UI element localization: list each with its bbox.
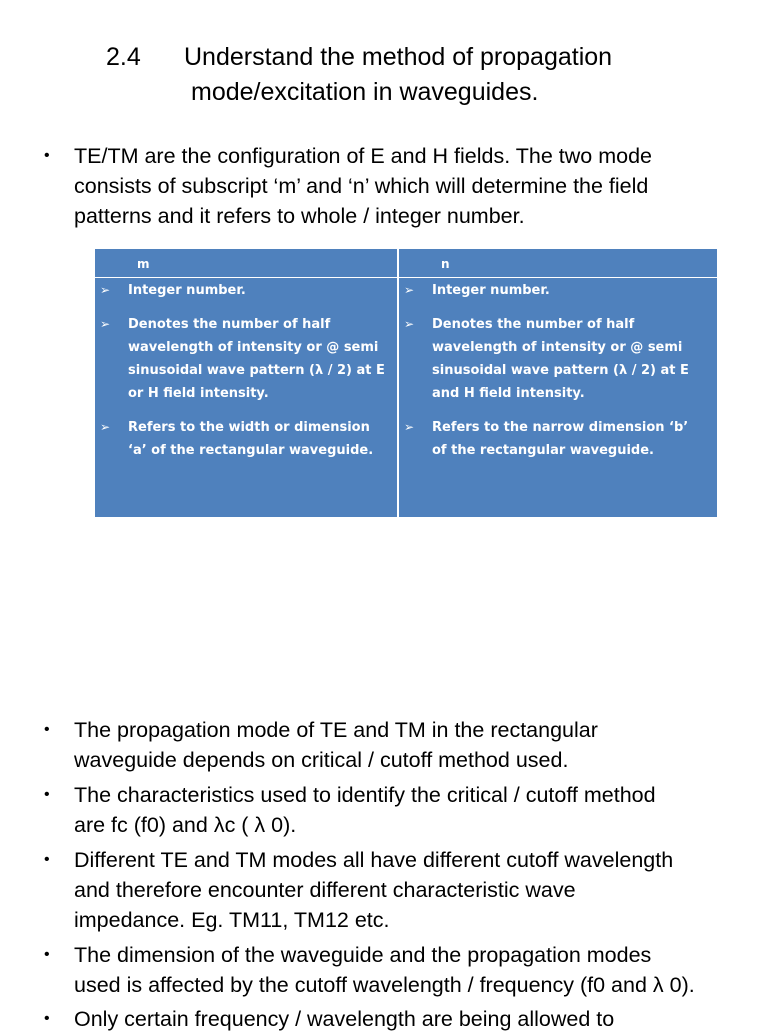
bullet-marker: • [44,1010,50,1027]
arrow-bullet-icon: ➢ [100,420,111,434]
table-column-divider [397,249,399,517]
bullet-text: Only certain frequency / wavelength are being allowed to [74,1007,615,1031]
arrow-bullet-icon: ➢ [100,283,111,297]
list-item [100,416,390,462]
bullet-text: The propagation mode of TE and TM in the rectangular waveguide depends on critical / cutoff method used. [74,718,598,772]
arrow-bullet-icon: ➢ [404,317,415,331]
table-column-n [404,279,694,473]
list-item-text: Refers to the narrow dimension ‘b’ of the rectangular waveguide. [432,420,689,458]
bullet-marker: • [44,851,50,868]
table-column-m [100,279,390,473]
table-header-n: n [441,257,450,271]
mode-subscript-table [95,249,717,517]
bullet-text: The dimension of the waveguide and the propagation modes used is affected by the cutoff wavelength / frequency (f0 and λ 0). [74,943,695,997]
list-item [404,416,694,462]
bullet-marker: • [44,147,50,164]
list-item-text: Integer number. [128,283,246,298]
bullet-marker: • [44,721,50,738]
list-item [404,279,694,302]
bullet-text: The characteristics used to identify the critical / cutoff method are fc (f0) and λc ( λ 0). [74,783,656,837]
section-title-line-1: Understand the method of propagation [184,43,613,71]
intro-bullet-text: TE/TM are the configuration of E and H fields. The two mode consists of subscript ‘m’ and ‘n’ which will determine the field patterns and it refers to whole / integer number. [74,144,653,228]
list-item-text: Denotes the number of half wavelength of intensity or @ semi sinusoidal wave pattern (λ / 2) at E or H field intensity. [128,317,385,401]
list-item-text: Refers to the width or dimension ‘a’ of the rectangular waveguide. [128,420,374,458]
bullet-text: Different TE and TM modes all have different cutoff wavelength and therefore encounter different characteristic wave impedance. Eg. TM11, TM12 etc. [74,848,674,932]
arrow-bullet-icon: ➢ [404,283,415,297]
arrow-bullet-icon: ➢ [404,420,415,434]
table-header-row [95,249,717,278]
list-item [100,279,390,302]
arrow-bullet-icon: ➢ [100,317,111,331]
list-item [404,313,694,405]
bullet-marker: • [44,786,50,803]
section-title-line-2: mode/excitation in waveguides. [191,78,539,106]
table-header-m: m [137,257,150,271]
list-item-text: Denotes the number of half wavelength of intensity or @ semi sinusoidal wave pattern (λ / 2) at E and H field intensity. [432,317,689,401]
bullet-marker: • [44,946,50,963]
list-item [100,313,390,405]
section-number: 2.4 [106,43,141,71]
list-item-text: Integer number. [432,283,550,298]
